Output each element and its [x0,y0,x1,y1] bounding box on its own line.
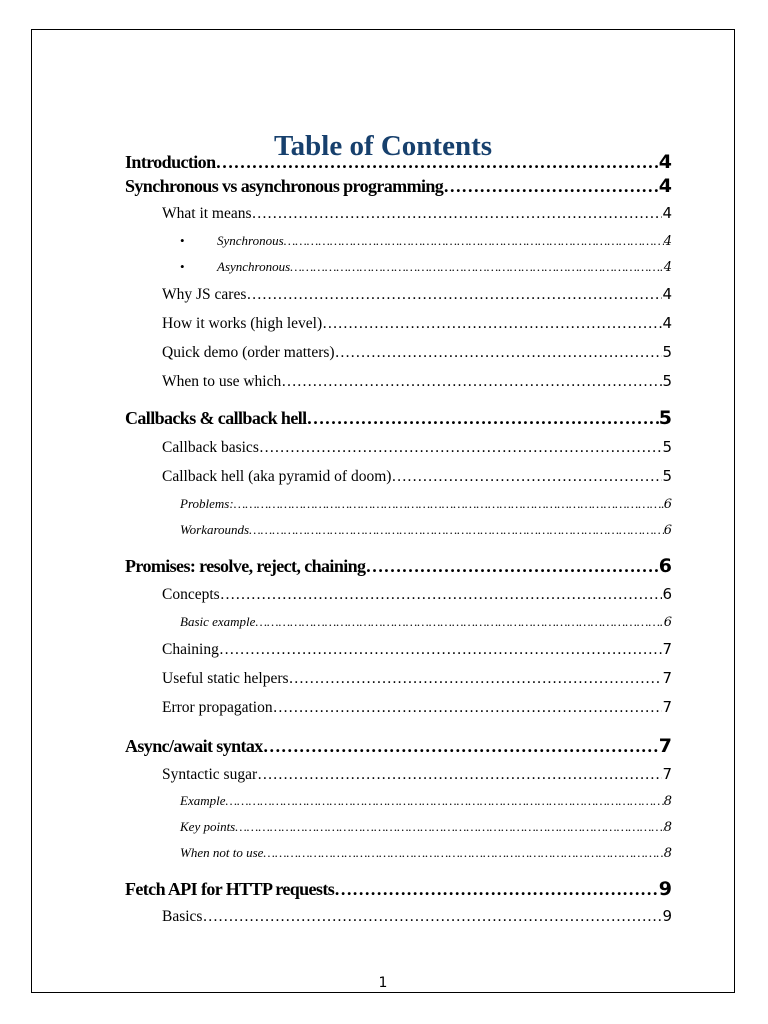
toc-page-number: 4 [662,204,672,222]
toc-entry-problems[interactable] [180,496,672,512]
dot-leader [255,614,663,630]
document-page [31,29,735,993]
dot-leader [322,315,662,333]
toc-entry-callback-basics[interactable] [162,438,672,457]
toc-entry-label: Callback hell (aka pyramid of doom) [162,468,392,485]
dot-leader [202,908,662,926]
dot-leader [273,699,663,717]
toc-entry-key-points[interactable] [180,819,672,835]
toc-entry-label: Why JS cares [162,286,247,303]
toc-entry-example[interactable] [180,793,672,809]
toc-page-number: 9 [662,907,672,925]
toc-entry-async-await[interactable] [125,735,672,757]
table-of-contents [32,30,734,992]
toc-page-number: 4 [658,175,672,197]
dot-leader [234,496,664,512]
toc-entry-label: Key points [180,819,236,834]
toc-entry-label: Quick demo (order matters) [162,344,335,361]
toc-entry-introduction[interactable] [125,151,672,173]
toc-entry-label: Synchronous vs asynchronous programming [125,176,444,196]
toc-entry-label: Promises: resolve, reject, chaining [125,556,366,576]
toc-page-number: 8 [663,794,672,809]
toc-entry-why-js-cares[interactable] [162,285,672,304]
dot-leader [290,259,664,275]
toc-page-number: 5 [662,343,672,361]
toc-entry-concepts[interactable] [162,585,672,604]
toc-entry-basic-example[interactable] [180,614,672,630]
toc-entry-label: Problems: [180,496,234,511]
dot-leader [219,641,663,659]
toc-entry-label: Fetch API for HTTP requests [125,879,335,899]
toc-entry-how-it-works[interactable] [162,314,672,333]
toc-page-number: 4 [658,151,672,173]
dot-leader [391,468,662,486]
dot-leader [216,152,659,173]
toc-entry-label: Asynchronous [217,259,291,274]
dot-leader [220,586,663,604]
dot-leader [307,408,659,429]
toc-page-number: 7 [662,698,672,716]
toc-page-number: 5 [662,438,672,456]
toc-entry-label: When to use which [162,373,282,390]
dot-leader [281,373,662,391]
toc-page-number: 6 [662,585,672,603]
dot-leader [249,522,664,538]
dot-leader [246,286,662,304]
toc-entry-fetch-api[interactable] [125,878,672,900]
bullet-icon: • [180,233,185,248]
dot-leader [284,233,664,249]
toc-page-number: 4 [663,260,672,275]
toc-page-number: 6 [658,555,672,577]
toc-entry-label: When not to use [180,845,264,860]
dot-leader [257,766,662,784]
toc-page-number: 5 [658,407,672,429]
toc-page-number: 5 [662,467,672,485]
toc-page-number: 7 [662,765,672,783]
dot-leader [263,845,663,861]
toc-entry-label: Useful static helpers [162,670,289,687]
toc-page-number: 7 [662,640,672,658]
toc-page-number: 6 [663,523,672,538]
dot-leader [259,439,663,457]
toc-entry-what-it-means[interactable] [162,204,672,223]
toc-entry-label: Async/await syntax [125,736,263,756]
toc-entry-promises[interactable] [125,555,672,577]
toc-page-number: 6 [663,497,672,512]
toc-entry-label: Concepts [162,586,220,603]
toc-entry-callback-hell[interactable] [162,467,672,486]
dot-leader [225,793,663,809]
dot-leader [443,176,659,197]
toc-entry-when-not-to-use[interactable] [180,845,672,861]
toc-page-number: 8 [663,846,672,861]
toc-entry-label: Syntactic sugar [162,766,258,783]
toc-entry-workarounds[interactable] [180,522,672,538]
toc-entry-asynchronous[interactable] [217,259,672,275]
toc-entry-label: Workarounds [180,522,250,537]
bullet-icon: • [180,259,185,274]
dot-leader [335,344,663,362]
toc-page-number: 8 [663,820,672,835]
toc-entry-basics[interactable] [162,907,672,926]
toc-page-number: 4 [662,314,672,332]
toc-entry-label: Synchronous [217,233,284,248]
dot-leader [365,556,658,577]
page-number-footer: 1 [378,975,388,991]
page-title: Table of Contents [273,130,493,162]
toc-page-number: 4 [663,234,672,249]
toc-page-number: 9 [658,878,672,900]
toc-entry-label: Callback basics [162,439,259,456]
toc-page-number: 7 [658,735,672,757]
toc-entry-synchronous[interactable] [217,233,672,249]
toc-entry-label: What it means [162,205,252,222]
toc-page-number: 5 [662,372,672,390]
toc-entry-chaining[interactable] [162,640,672,659]
toc-entry-error-propagation[interactable] [162,698,672,717]
toc-entry-sync-vs-async[interactable] [125,175,672,197]
toc-page-number: 6 [663,615,672,630]
toc-entry-label: Error propagation [162,699,273,716]
toc-entry-label: Example [180,793,226,808]
toc-entry-callbacks[interactable] [125,407,672,429]
dot-leader [334,879,659,900]
toc-entry-label: Introduction [125,152,216,172]
dot-leader [235,819,663,835]
dot-leader [289,670,663,688]
dot-leader [252,205,663,223]
toc-entry-syntactic-sugar[interactable] [162,765,672,784]
toc-entry-label: Chaining [162,641,219,658]
dot-leader [263,736,659,757]
toc-entry-label: Basics [162,908,203,925]
toc-page-number: 4 [662,285,672,303]
toc-entry-quick-demo[interactable] [162,343,672,362]
toc-entry-label: Callbacks & callback hell [125,408,307,428]
toc-page-number: 7 [662,669,672,687]
toc-entry-label: Basic example [180,614,256,629]
toc-entry-label: How it works (high level) [162,315,323,332]
toc-entry-when-to-use-which[interactable] [162,372,672,391]
toc-entry-static-helpers[interactable] [162,669,672,688]
